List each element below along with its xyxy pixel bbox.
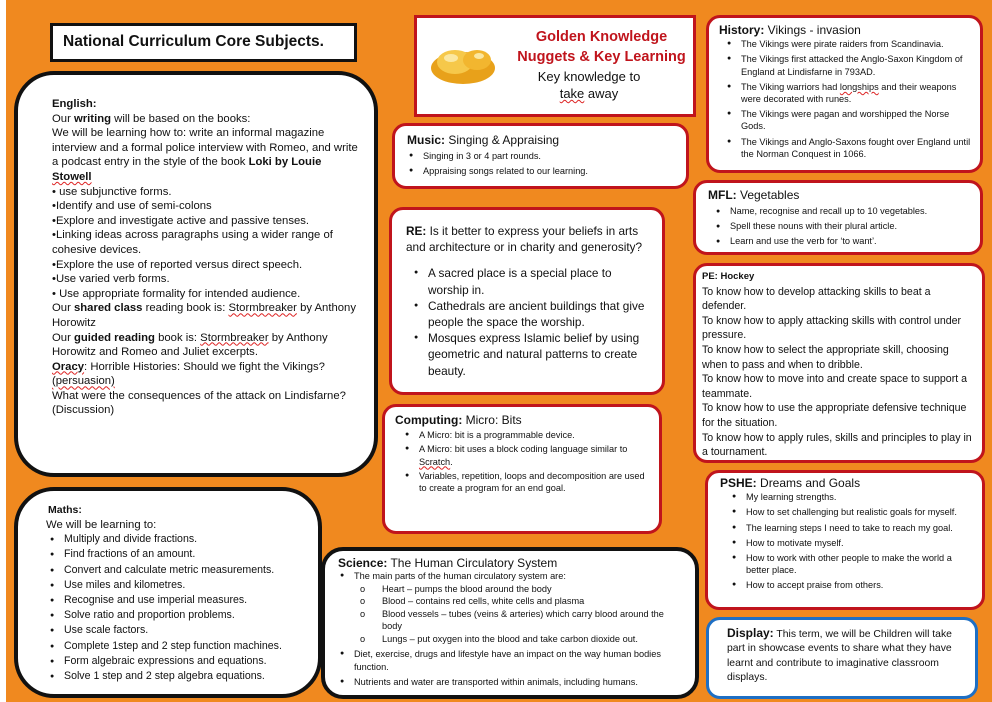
pe-line: To know how to select the appropriate skill, choosing when to pass and when to dribble. xyxy=(702,343,949,371)
page-title-box xyxy=(50,23,357,62)
english-intro: We will be learning how to: write an informal magazine interview and a formal police interview with Romeo, and write a podcast entry in the style of the book Loki by Louie Stowell xyxy=(52,127,358,183)
maths-item: ● Find fractions of an amount. xyxy=(48,547,308,562)
history-list xyxy=(725,38,972,160)
pshe-item: ● The learning steps I need to take to reach my goal. xyxy=(730,522,974,534)
science-part: o Heart – pumps the blood around the body xyxy=(360,583,552,594)
pshe-heading: PSHE: Dreams and Goals xyxy=(720,476,861,490)
maths-item: ● Multiply and divide fractions. xyxy=(48,532,308,547)
english-bullet: • Use appropriate formality for intended audience. xyxy=(52,287,301,300)
history-item: ● The Vikings were pagan and worshipped the Norse Gods. xyxy=(725,108,972,132)
science-fact: ● Nutrients and water are transported within animals, including humans. xyxy=(338,676,685,689)
re-question: RE: Is it better to express your beliefs in arts and architecture or in charity and generosity? xyxy=(406,224,643,255)
music-box xyxy=(392,123,689,189)
re-box xyxy=(389,207,665,395)
pe-line: To know how to apply rules, skills and principles to play in a tournament. xyxy=(702,431,972,459)
music-item: ● Appraising songs related to our learning. xyxy=(407,164,676,179)
display-text: Display: This term, we will be Children will take part in showcase events to share what they have learnt and contribute to imaginative classroom displays. xyxy=(727,626,952,684)
history-item: ● The Vikings and Anglo-Saxons fought over England until the Norman Conquest in 1066. xyxy=(725,136,972,160)
english-bullet: •Explore the use of reported versus direct speech. xyxy=(52,258,303,271)
pshe-item: ● How to motivate myself. xyxy=(730,537,974,549)
re-item: ● Cathedrals are ancient buildings that give people the space the worship. xyxy=(412,298,654,330)
maths-heading: Maths: xyxy=(48,504,82,516)
music-item: ● Singing in 3 or 4 part rounds. xyxy=(407,149,676,164)
pe-line: To know how to use the appropriate defensive technique for the situation. xyxy=(702,402,967,429)
pshe-list xyxy=(730,491,974,591)
science-box xyxy=(321,547,699,699)
re-item: ● Mosques express Islamic belief by using geometric and natural patterns to create beauty. xyxy=(412,330,654,379)
pshe-item: ● How to set challenging but realistic goals for myself. xyxy=(730,506,974,518)
computing-item: ● A Micro: bit uses a block coding language similar to Scratch. xyxy=(403,443,651,467)
gold-nuggets-icon xyxy=(427,38,499,88)
history-heading: History: Vikings - invasion xyxy=(719,23,861,37)
maths-list xyxy=(48,532,308,684)
mfl-item: ● Spell these nouns with their plural article. xyxy=(714,219,972,234)
re-list xyxy=(412,265,654,378)
mfl-item: ● Name, recognise and recall up to 10 vegetables. xyxy=(714,204,972,219)
nuggets-title-line1: Golden Knowledge xyxy=(535,29,668,45)
science-list xyxy=(338,570,685,583)
nuggets-subtitle-away: away xyxy=(584,86,619,101)
pshe-item: ● How to work with other people to make the world a better place. xyxy=(730,552,974,576)
history-item: ● The Vikings were pirate raiders from Scandinavia. xyxy=(725,38,972,50)
computing-list xyxy=(403,429,651,494)
computing-item: ● Variables, repetition, loops and decomposition are used to create a program for an end goal. xyxy=(403,470,651,494)
nuggets-subtitle-line1: Key knowledge to xyxy=(537,69,641,84)
english-bullet: •Explore and investigate active and passive tenses. xyxy=(52,214,310,227)
pshe-item: ● My learning strengths. xyxy=(730,491,974,503)
pe-line: To know how to apply attacking skills with control under pressure. xyxy=(702,314,962,342)
science-fact: ● Diet, exercise, drugs and lifestyle have an impact on the way human bodies function. xyxy=(338,648,685,673)
english-guided-reading: Our guided reading book is: Stormbreaker by Anthony Horowitz and Romeo and Juliet excerpts. xyxy=(52,331,328,359)
maths-item: ● Recognise and use imperial measures. xyxy=(48,593,308,608)
maths-item: ● Convert and calculate metric measurements. xyxy=(48,563,308,578)
history-item: ● The Viking warriors had longships and their weapons were decorated with runes. xyxy=(725,81,972,105)
mfl-item: ● Learn and use the verb for ‘to want’. xyxy=(714,234,972,249)
english-bullet-list xyxy=(52,185,360,302)
english-oracy: Oracy: Horrible Histories: Should we fight the Vikings? (persuasion) xyxy=(52,360,325,388)
maths-item: ● Use scale factors. xyxy=(48,623,308,638)
computing-item: ● A Micro: bit is a programmable device. xyxy=(403,429,651,441)
pshe-item: ● How to accept praise from others. xyxy=(730,579,974,591)
mfl-box xyxy=(693,180,983,255)
maths-item: ● Use miles and kilometres. xyxy=(48,578,308,593)
science-heading: Science: The Human Circulatory System xyxy=(338,556,558,570)
computing-box xyxy=(382,404,662,534)
english-bullet: •Identify and use of semi-colons xyxy=(52,200,212,213)
display-box xyxy=(706,617,978,699)
mfl-list xyxy=(714,204,972,249)
english-bullet: • use subjunctive forms. xyxy=(52,185,172,198)
mfl-heading: MFL: Vegetables xyxy=(708,188,800,202)
history-box xyxy=(706,15,983,173)
pshe-box xyxy=(705,470,985,610)
science-part: o Blood – contains red cells, white cells and plasma xyxy=(360,596,585,607)
pe-box xyxy=(693,263,985,463)
science-part: o Lungs – put oxygen into the blood and take carbon dioxide out. xyxy=(360,633,638,644)
nuggets-title-line2: Nuggets & Key Learning xyxy=(517,49,686,65)
history-item: ● The Vikings first attacked the Anglo-Saxon Kingdom of England at Lindisfarne in 793AD. xyxy=(725,53,972,77)
computing-heading: Computing: Micro: Bits xyxy=(395,413,522,427)
english-box xyxy=(14,71,378,477)
music-list xyxy=(407,149,676,178)
pe-line: To know how to move into and create space to support a teammate. xyxy=(702,373,967,400)
page-title: National Curriculum Core Subjects. xyxy=(63,33,324,50)
english-question: What were the consequences of the attack on Lindisfarne? (Discussion) xyxy=(52,389,346,417)
nuggets-subtitle-take: take xyxy=(559,86,585,101)
maths-intro: We will be learning to: xyxy=(46,518,157,531)
maths-item: ● Solve 1 step and 2 step algebra equations. xyxy=(48,669,308,684)
english-writing-line: Our writing will be based on the books: xyxy=(52,112,251,125)
pe-heading: PE: Hockey xyxy=(702,271,755,282)
nuggets-box xyxy=(414,15,696,117)
maths-item: ● Solve ratio and proportion problems. xyxy=(48,608,308,623)
science-facts-list xyxy=(338,648,685,689)
pe-line: To know how to develop attacking skills to beat a defender. xyxy=(702,285,931,313)
english-heading: English: xyxy=(52,98,97,110)
english-shared-reading: Our shared class reading book is: Stormbreaker by Anthony Horowitz xyxy=(52,302,356,329)
music-heading: Music: Singing & Appraising xyxy=(407,133,560,147)
science-parts-list xyxy=(358,583,685,646)
english-bullet: •Use varied verb forms. xyxy=(52,273,170,286)
re-item: ● A sacred place is a special place to worship in. xyxy=(412,265,654,297)
science-intro: ● The main parts of the human circulatory system are: xyxy=(338,570,685,583)
science-part: o Blood vessels – tubes (veins & arteries) which carry blood around the body xyxy=(360,608,664,632)
maths-item: ● Complete 1step and 2 step function machines. xyxy=(48,639,308,654)
maths-item: ● Form algebraic expressions and equations. xyxy=(48,654,308,669)
maths-box xyxy=(14,487,322,698)
english-bullet: •Linking ideas across paragraphs using a wider range of cohesive devices. xyxy=(52,229,333,256)
